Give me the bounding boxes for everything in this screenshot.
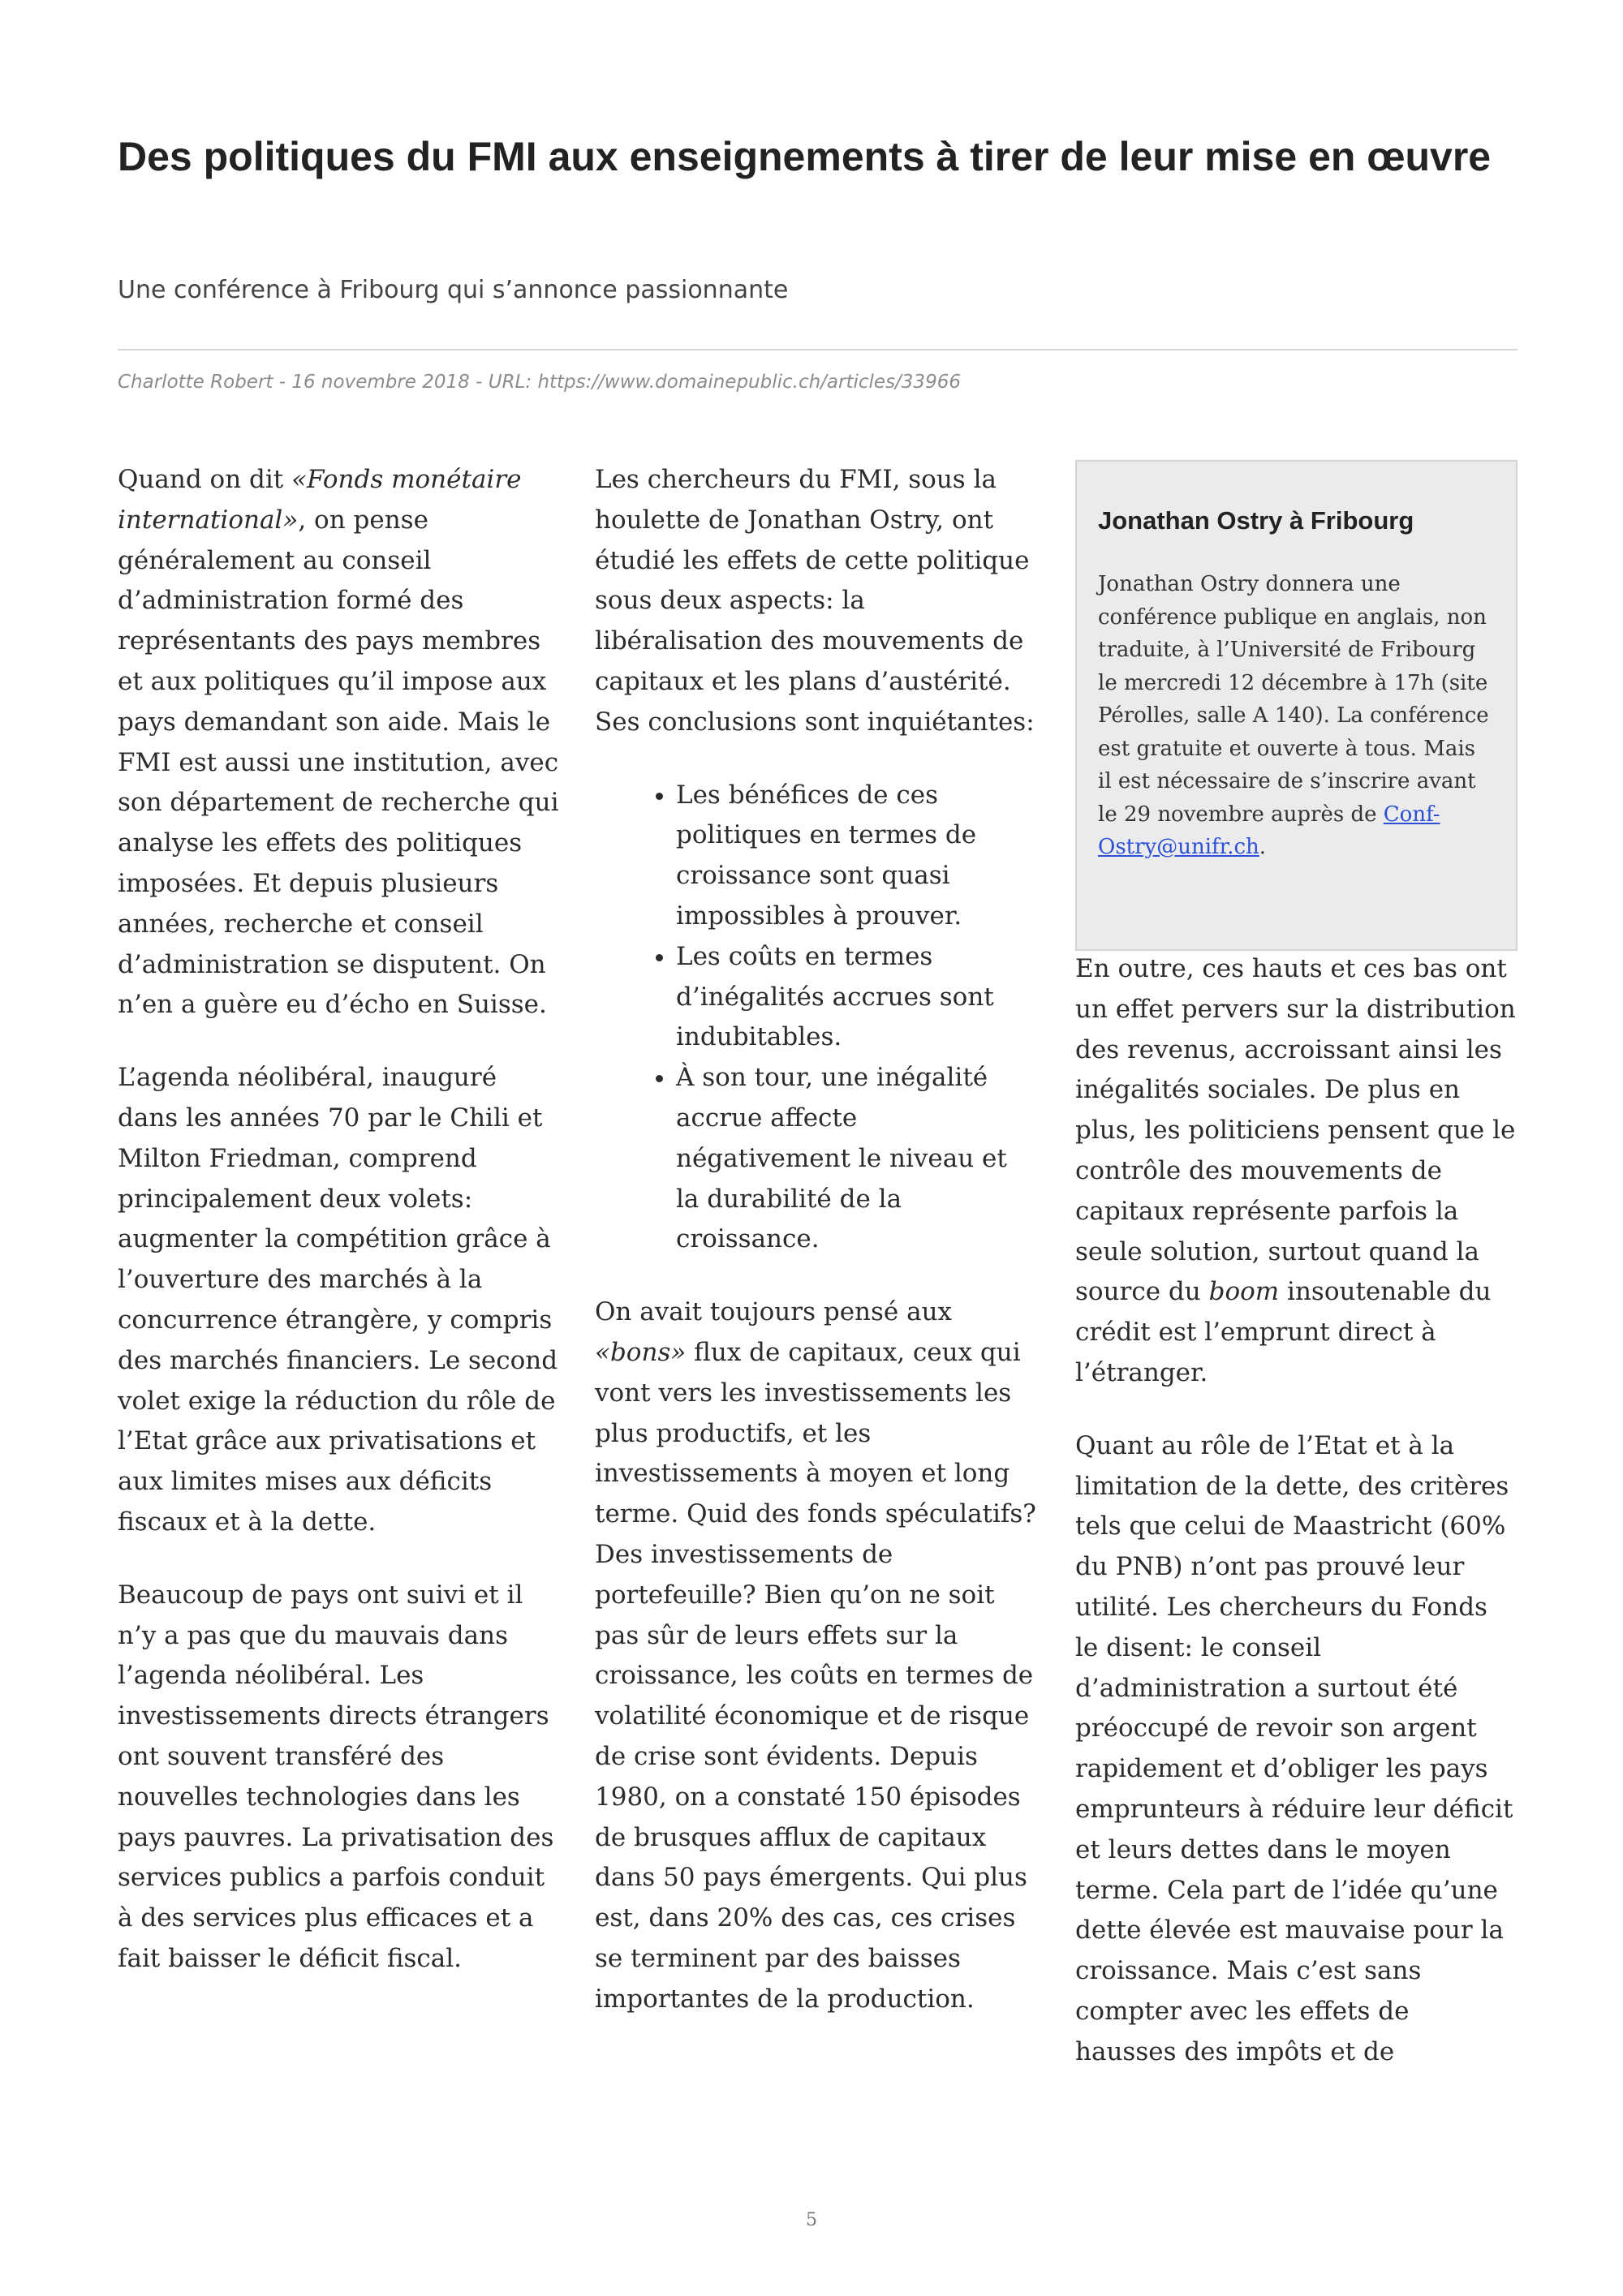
paragraph: Quant au rôle de l’Etat et à la limitation de la dette, des critères tels que celui de Maastricht (60% du PNB) n’ont pas prouvé leur utilité. Les chercheurs du Fonds le disent: le conseil d’administration a surtout été préoccupé de revoir son argent rapidement et d’obliger les pays emprunteurs à réduire leur déficit et leurs dettes dans le moyen terme. Cela part de l’idée qu’une dette élevée est mauvaise pour la croissance. Mais c’est sans compter avec les effets de hausses des impôts et de [1075, 1430, 1513, 2066]
emphasis: boom [1208, 1277, 1280, 1307]
column-2 [595, 460, 1037, 2052]
author: Charlotte Robert [118, 372, 273, 393]
paragraph: Beaucoup de pays ont suivi et il n’y a pas que du mauvais dans l’agenda néolibéral. Les investissements directs étrangers ont souvent transféré des nouvelles technologies dans les pays pauvres. La privatisation des services publics a parfois conduit à des services plus efficaces et a fait baisser le déficit fiscal. [118, 1580, 554, 1973]
page-number: 5 [806, 2210, 817, 2230]
url-label: URL: [488, 372, 532, 393]
list-item: • Les bénéfices de ces politiques en termes de croissance sont quasi impossibles à prouver. [676, 776, 1037, 937]
article-subtitle: Une conférence à Fribourg qui s’annonce passionnante [118, 276, 789, 304]
emphasis: «Fonds monétaire international» [118, 465, 522, 535]
paragraph: Quand on dit «Fonds monétaire international», on pense généralement au conseil d’administration formé des représentants des pays membres et aux politiques qu’il impose aux pays demandant son aide. Mais le FMI est aussi une institution, avec son département de recherche qui analyse les effets des politiques imposées. Et depuis plusieurs années, recherche et conseil d’administration se disputent. On n’en a guère eu d’écho en Suisse. [118, 465, 559, 1020]
list-item: • À son tour, une inégalité accrue affecte négativement le niveau et la durabilité de la croissance. [676, 1058, 1037, 1260]
date: 16 novembre 2018 [291, 372, 470, 393]
email-link[interactable]: Conf-Ostry@unifr.ch [1098, 802, 1440, 859]
conclusions-list [595, 776, 1037, 1261]
paragraph: On avait toujours pensé aux «bons» flux de capitaux, ceux qui vont vers les investissements les plus productifs, et les investissements à moyen et long terme. Quid des fonds spéculatifs? Des investissements de portefeuille? Bien qu’on ne soit pas sûr de leurs effets sur la croissance, les coûts en termes de volatilité économique et de risque de crise sont évidents. Depuis 1980, on a constaté 150 épisodes de brusques afflux de capitaux dans 50 pays émergents. Qui plus est, dans 20% des cas, ces crises se terminent par des baisses importantes de la production. [595, 1297, 1036, 2014]
article-meta [118, 372, 961, 393]
article-url: https://www.domainepublic.ch/articles/33966 [537, 372, 961, 393]
emphasis: «bons» [595, 1337, 687, 1367]
page [118, 0, 1518, 2296]
sidebar-title: Jonathan Ostry à Fribourg [1098, 506, 1414, 535]
list-item: • Les coûts en termes d’inégalités accrues sont indubitables. [676, 937, 1037, 1058]
paragraph: L’agenda néolibéral, inauguré dans les années 70 par le Chili et Milton Friedman, comprend principalement deux volets: augmenter la compétition grâce à l’ouverture des marchés à la concurrence étrangère, y compris des marchés financiers. Le second volet exige la réduction du rôle de l’Etat grâce aux privatisations et aux limites mises aux déficits fiscaux et à la dette. [118, 1063, 558, 1537]
meta-separator: - [469, 372, 489, 393]
sidebar-text: Jonathan Ostry donnera une conférence publique en anglais, non traduite, à l’Université de Fribourg le mercredi 12 décembre à 17h (site Pérolles, salle A 140). La conférence est gratuite et ouverte à tous. Mais il est nécessaire de s’inscrire avant le 29 novembre auprès de Conf-Ostry@unifr.ch. [1098, 572, 1489, 859]
header-divider [118, 349, 1518, 350]
column-1 [118, 460, 560, 2012]
sidebar-box [1075, 460, 1518, 951]
paragraph: Les chercheurs du FMI, sous la houlette de Jonathan Ostry, ont étudié les effets de cette politique sous deux aspects: la libéralisation des mouvements de capitaux et les plans d’austérité. Ses conclusions sont inquiétantes: [595, 465, 1035, 737]
article-title: Des politiques du FMI aux enseignements à tirer de leur mise en œuvre [118, 134, 1492, 179]
meta-separator: - [273, 372, 292, 393]
paragraph: En outre, ces hauts et ces bas ont un effet pervers sur la distribution des revenus, accroissant ainsi les inégalités sociales. De plus en plus, les politiciens pensent que le contrôle des mouvements de capitaux représente parfois la seule solution, surtout quand la source du boom insoutenable du crédit est l’emprunt direct à l’étranger. [1075, 954, 1516, 1387]
column-3 [1075, 949, 1518, 2105]
